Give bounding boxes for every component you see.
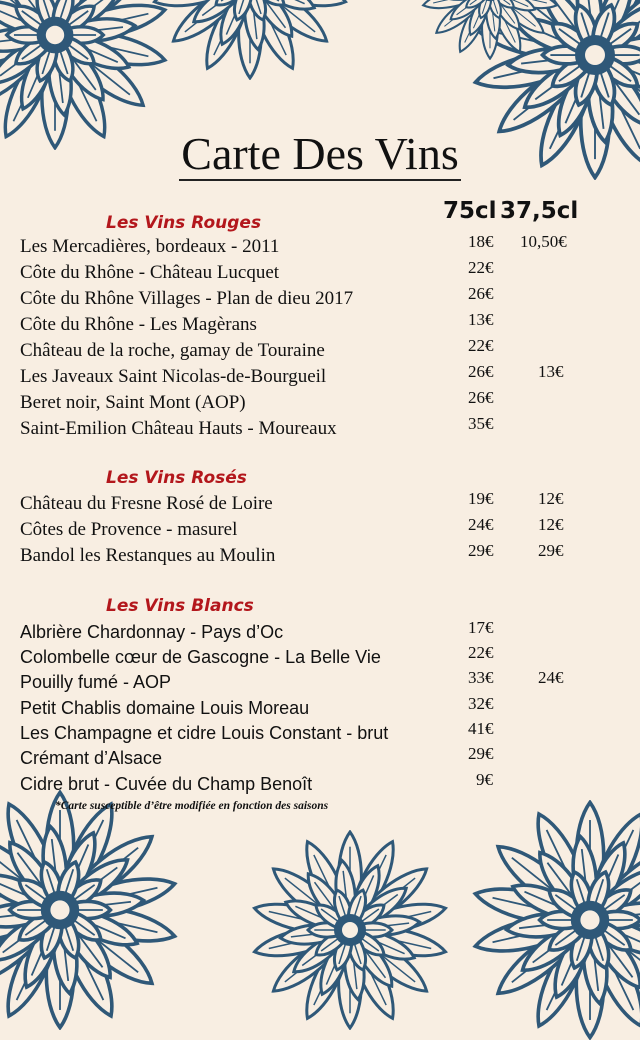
price-75cl: 22€: [468, 258, 494, 277]
menu-row: [20, 643, 620, 673]
section-title-rouges: Les Vins Rouges: [106, 213, 262, 233]
column-header-75cl: 75cl: [443, 198, 497, 224]
page-title: [0, 126, 640, 182]
wine-name: Saint-Emilion Château Hauts - Moureaux: [20, 418, 337, 439]
wine-name: Côte du Rhône - Château Lucquet: [20, 262, 280, 283]
menu-row: [20, 284, 620, 314]
wine-name: Château de la roche, gamay de Touraine: [20, 340, 325, 361]
flower-bottom-left-icon: [0, 790, 180, 1030]
price-75cl: 17€: [468, 618, 494, 637]
price-75cl: 22€: [468, 336, 494, 355]
wine-name: Côte du Rhône Villages - Plan de dieu 2017: [20, 288, 354, 309]
menu-row: [20, 362, 620, 392]
flower-bottom-right-icon: [470, 800, 640, 1040]
section-title-roses: Les Vins Rosés: [106, 468, 247, 488]
price-75cl: 24€: [468, 515, 494, 534]
price-75cl: 22€: [468, 643, 494, 662]
menu-row: [20, 694, 620, 724]
price-75cl: 26€: [468, 388, 494, 407]
price-37cl: 10,50€: [520, 232, 567, 251]
price-75cl: 26€: [468, 362, 494, 381]
section-title-blancs: Les Vins Blancs: [106, 596, 254, 616]
wine-name: Albrière Chardonnay - Pays d’Oc: [20, 622, 284, 642]
menu-row: [20, 310, 620, 340]
page-title-text: Carte Des Vins: [181, 128, 459, 179]
price-37cl: 12€: [538, 489, 564, 508]
menu-row: [20, 744, 620, 774]
flower-top-right-small-icon: [420, 0, 560, 60]
wine-name: Château du Fresne Rosé de Loire: [20, 493, 273, 514]
menu-row: [20, 618, 620, 648]
menu-row: [20, 388, 620, 418]
column-header-37cl: 37,5cl: [500, 198, 579, 224]
menu-row: [20, 489, 620, 519]
footnote: *Carte susceptible d’être modifiée en fonction des saisons: [55, 800, 329, 812]
menu-row: [20, 336, 620, 366]
price-75cl: 29€: [468, 744, 494, 763]
menu-row: [20, 668, 620, 698]
wine-name: Colombelle cœur de Gascogne - La Belle Vie: [20, 647, 381, 667]
menu-row: [20, 258, 620, 288]
price-75cl: 32€: [468, 694, 494, 713]
flower-bottom-center-icon: [250, 830, 450, 1030]
price-37cl: 13€: [538, 362, 564, 381]
price-75cl: 35€: [468, 414, 494, 433]
price-75cl: 41€: [468, 719, 494, 738]
price-37cl: 24€: [538, 668, 564, 687]
flower-top-center-icon: [150, 0, 350, 80]
price-75cl: 26€: [468, 284, 494, 303]
price-75cl: 13€: [468, 310, 494, 329]
wine-name: Les Mercadières, bordeaux - 2011: [20, 236, 280, 257]
wine-name: Beret noir, Saint Mont (AOP): [20, 392, 246, 413]
price-75cl: 29€: [468, 541, 494, 560]
menu-row: [20, 414, 620, 444]
menu-row: [20, 770, 620, 800]
price-37cl: 12€: [538, 515, 564, 534]
menu-row: [20, 541, 620, 571]
wine-name: Côte du Rhône - Les Magèrans: [20, 314, 257, 335]
price-75cl: 19€: [468, 489, 494, 508]
menu-row: [20, 719, 620, 749]
wine-name: Cidre brut - Cuvée du Champ Benoît: [20, 774, 313, 794]
wine-name: Les Champagne et cidre Louis Constant - brut: [20, 723, 389, 743]
price-37cl: 29€: [538, 541, 564, 560]
price-75cl: 33€: [468, 668, 494, 687]
wine-name: Crémant d’Alsace: [20, 748, 163, 768]
wine-name: Petit Chablis domaine Louis Moreau: [20, 698, 310, 718]
price-75cl: 18€: [468, 232, 494, 251]
wine-name: Pouilly fumé - AOP: [20, 672, 172, 692]
wine-name: Bandol les Restanques au Moulin: [20, 545, 276, 566]
price-75cl: 9€: [476, 770, 493, 789]
menu-row: [20, 515, 620, 545]
menu-row: [20, 232, 620, 262]
wine-name: Côtes de Provence - masurel: [20, 519, 238, 540]
wine-name: Les Javeaux Saint Nicolas-de-Bourgueil: [20, 366, 327, 387]
